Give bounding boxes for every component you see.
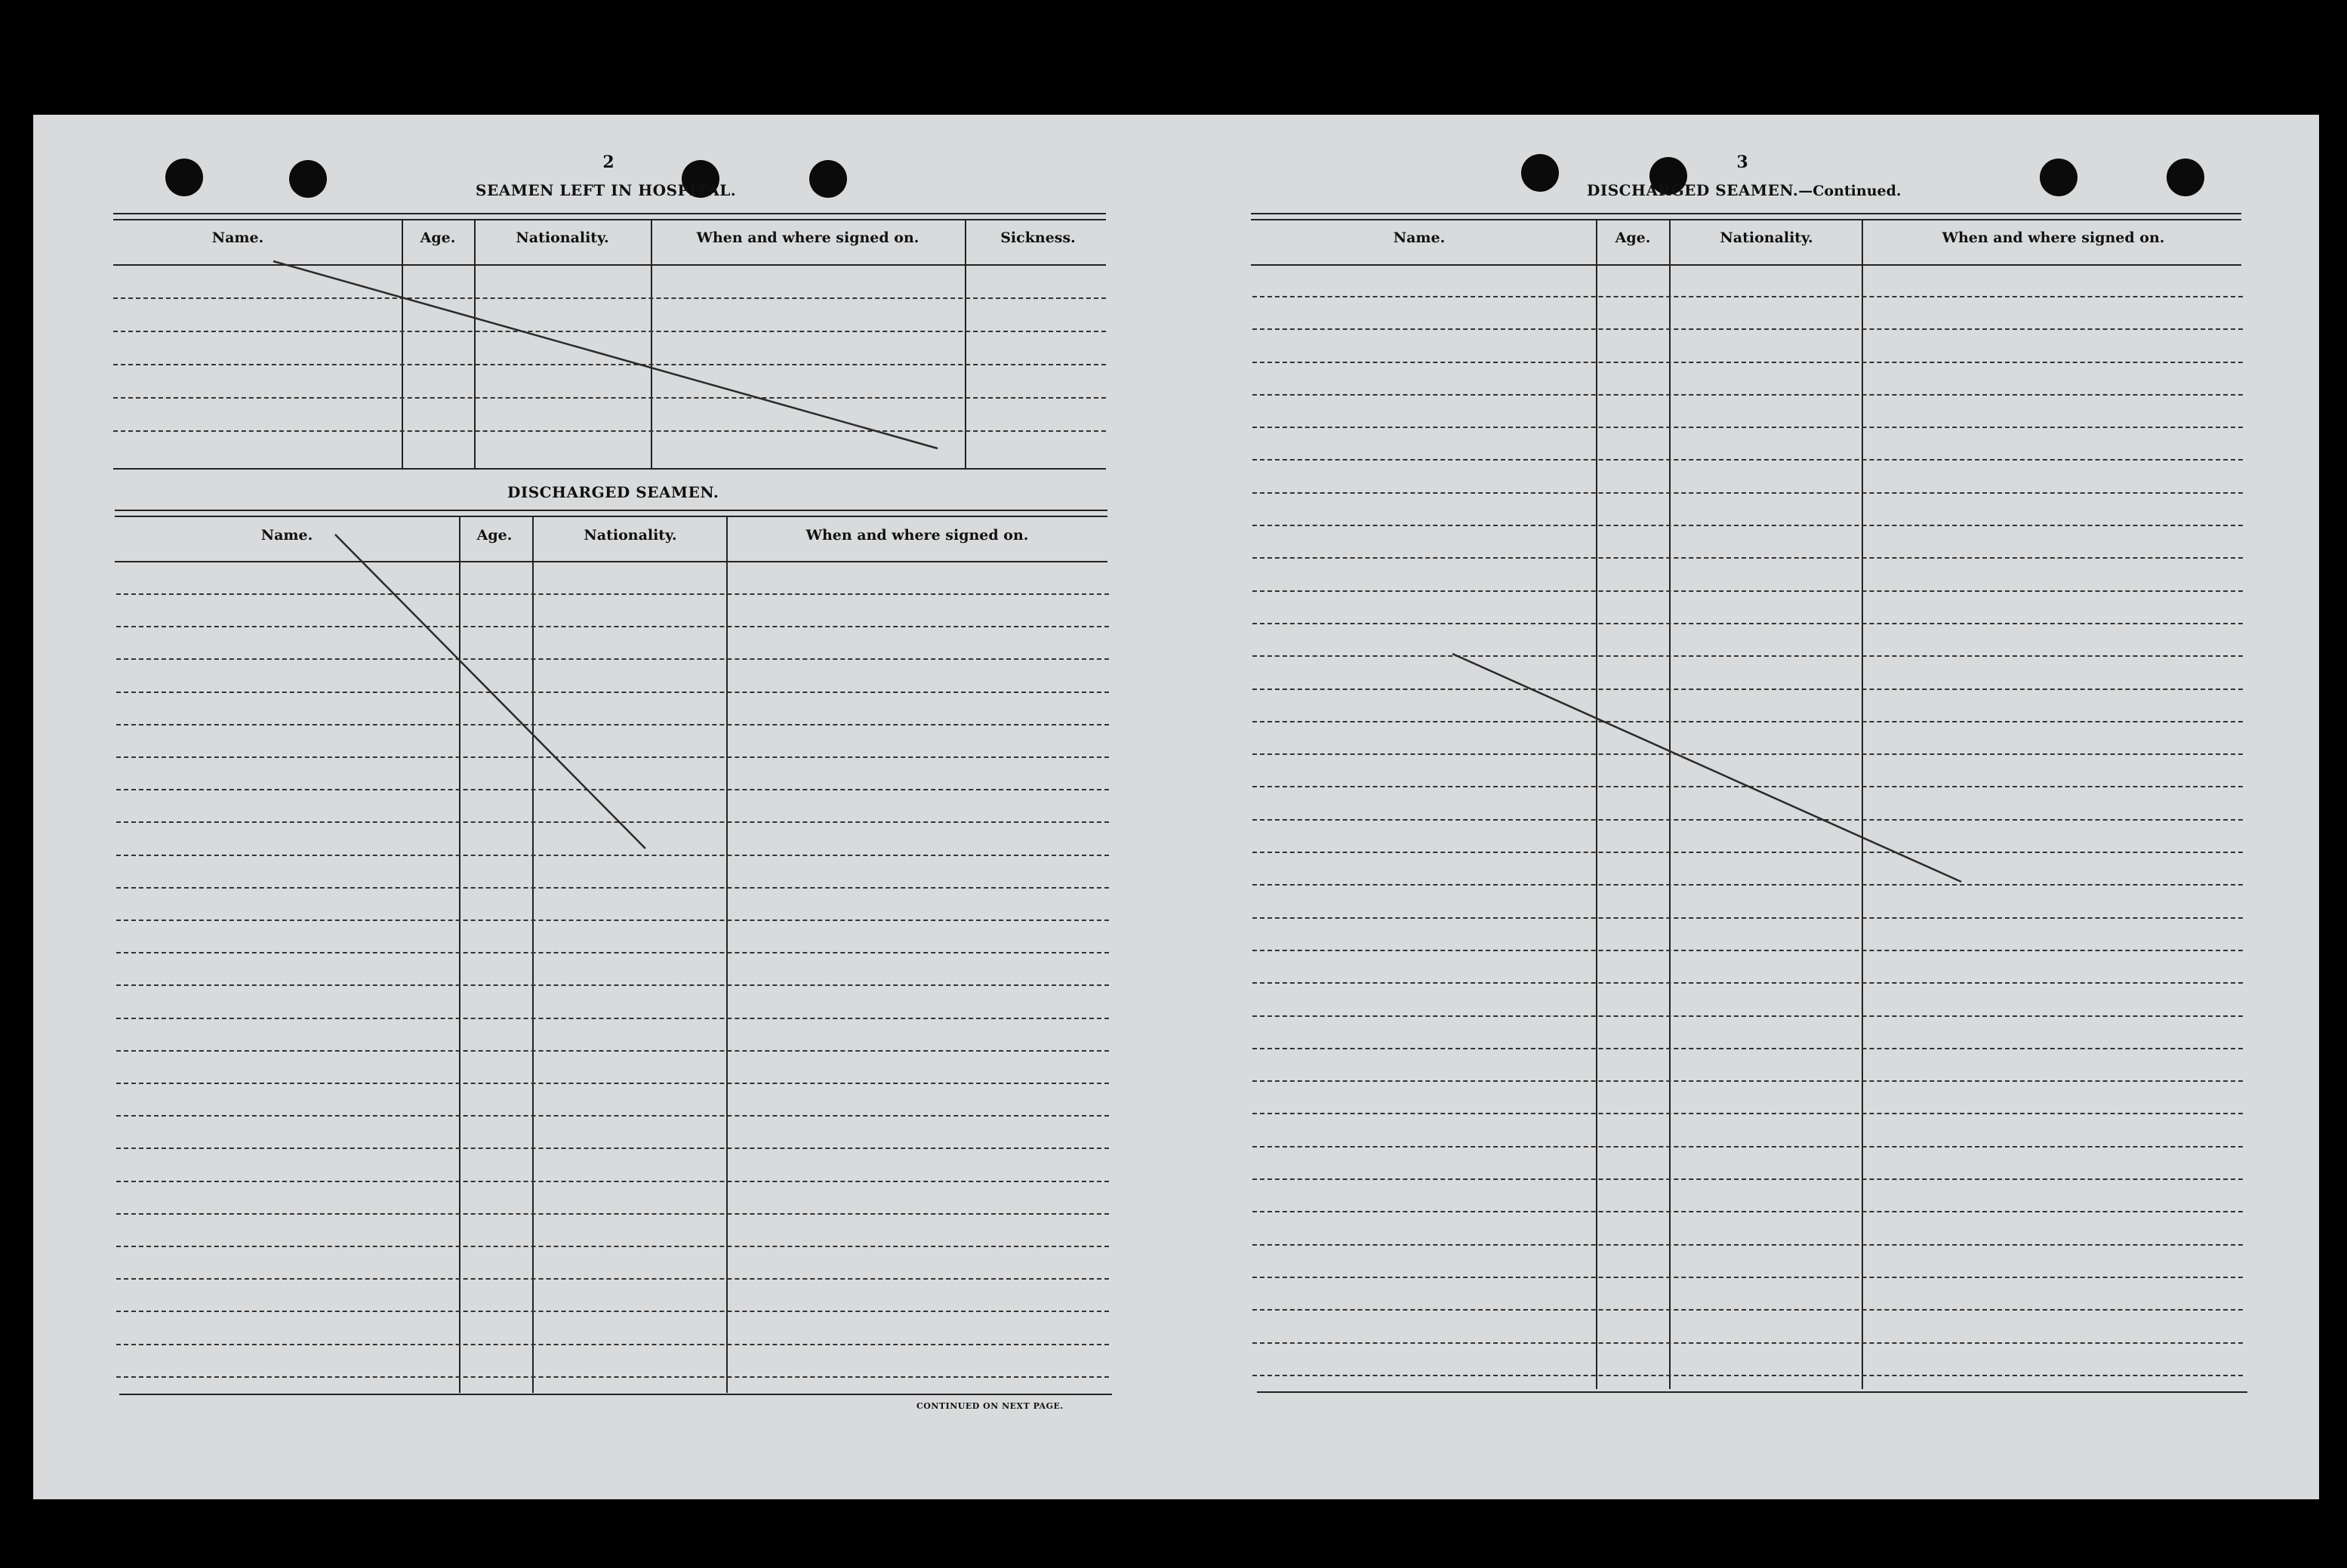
discharged-col-age: Age. <box>476 527 513 544</box>
hospital-col-signed-on: When and where signed on. <box>696 230 919 246</box>
right-col-name: Name. <box>1393 230 1446 246</box>
page-number-left: 2 <box>602 152 614 172</box>
right-col-age: Age. <box>1615 230 1651 246</box>
right-title-suffix: —Continued. <box>1798 183 1902 199</box>
discharged-section-title: DISCHARGED SEAMEN. <box>507 483 719 501</box>
right-title-main: DISCHARGED SEAMEN. <box>1587 181 1799 199</box>
cancel-stroke <box>1452 654 1961 882</box>
hospital-col-sickness: Sickness. <box>1000 230 1076 246</box>
cancel-stroke <box>335 534 645 849</box>
cancel-stroke <box>273 261 938 448</box>
hospital-col-nationality: Nationality. <box>516 230 609 246</box>
right-col-nationality: Nationality. <box>1720 230 1813 246</box>
hospital-section-title: SEAMEN LEFT IN HOSPITAL. <box>476 181 737 199</box>
page-number-right: 3 <box>1736 152 1748 172</box>
discharged-col-name: Name. <box>260 527 313 544</box>
continued-note: CONTINUED ON NEXT PAGE. <box>916 1401 1064 1411</box>
right-col-signed-on: When and where signed on. <box>1942 230 2165 246</box>
discharged-col-nationality: Nationality. <box>584 527 677 544</box>
hospital-col-age: Age. <box>420 230 456 246</box>
hospital-col-name: Name. <box>211 230 264 246</box>
discharged-col-signed-on: When and where signed on. <box>805 527 1029 544</box>
